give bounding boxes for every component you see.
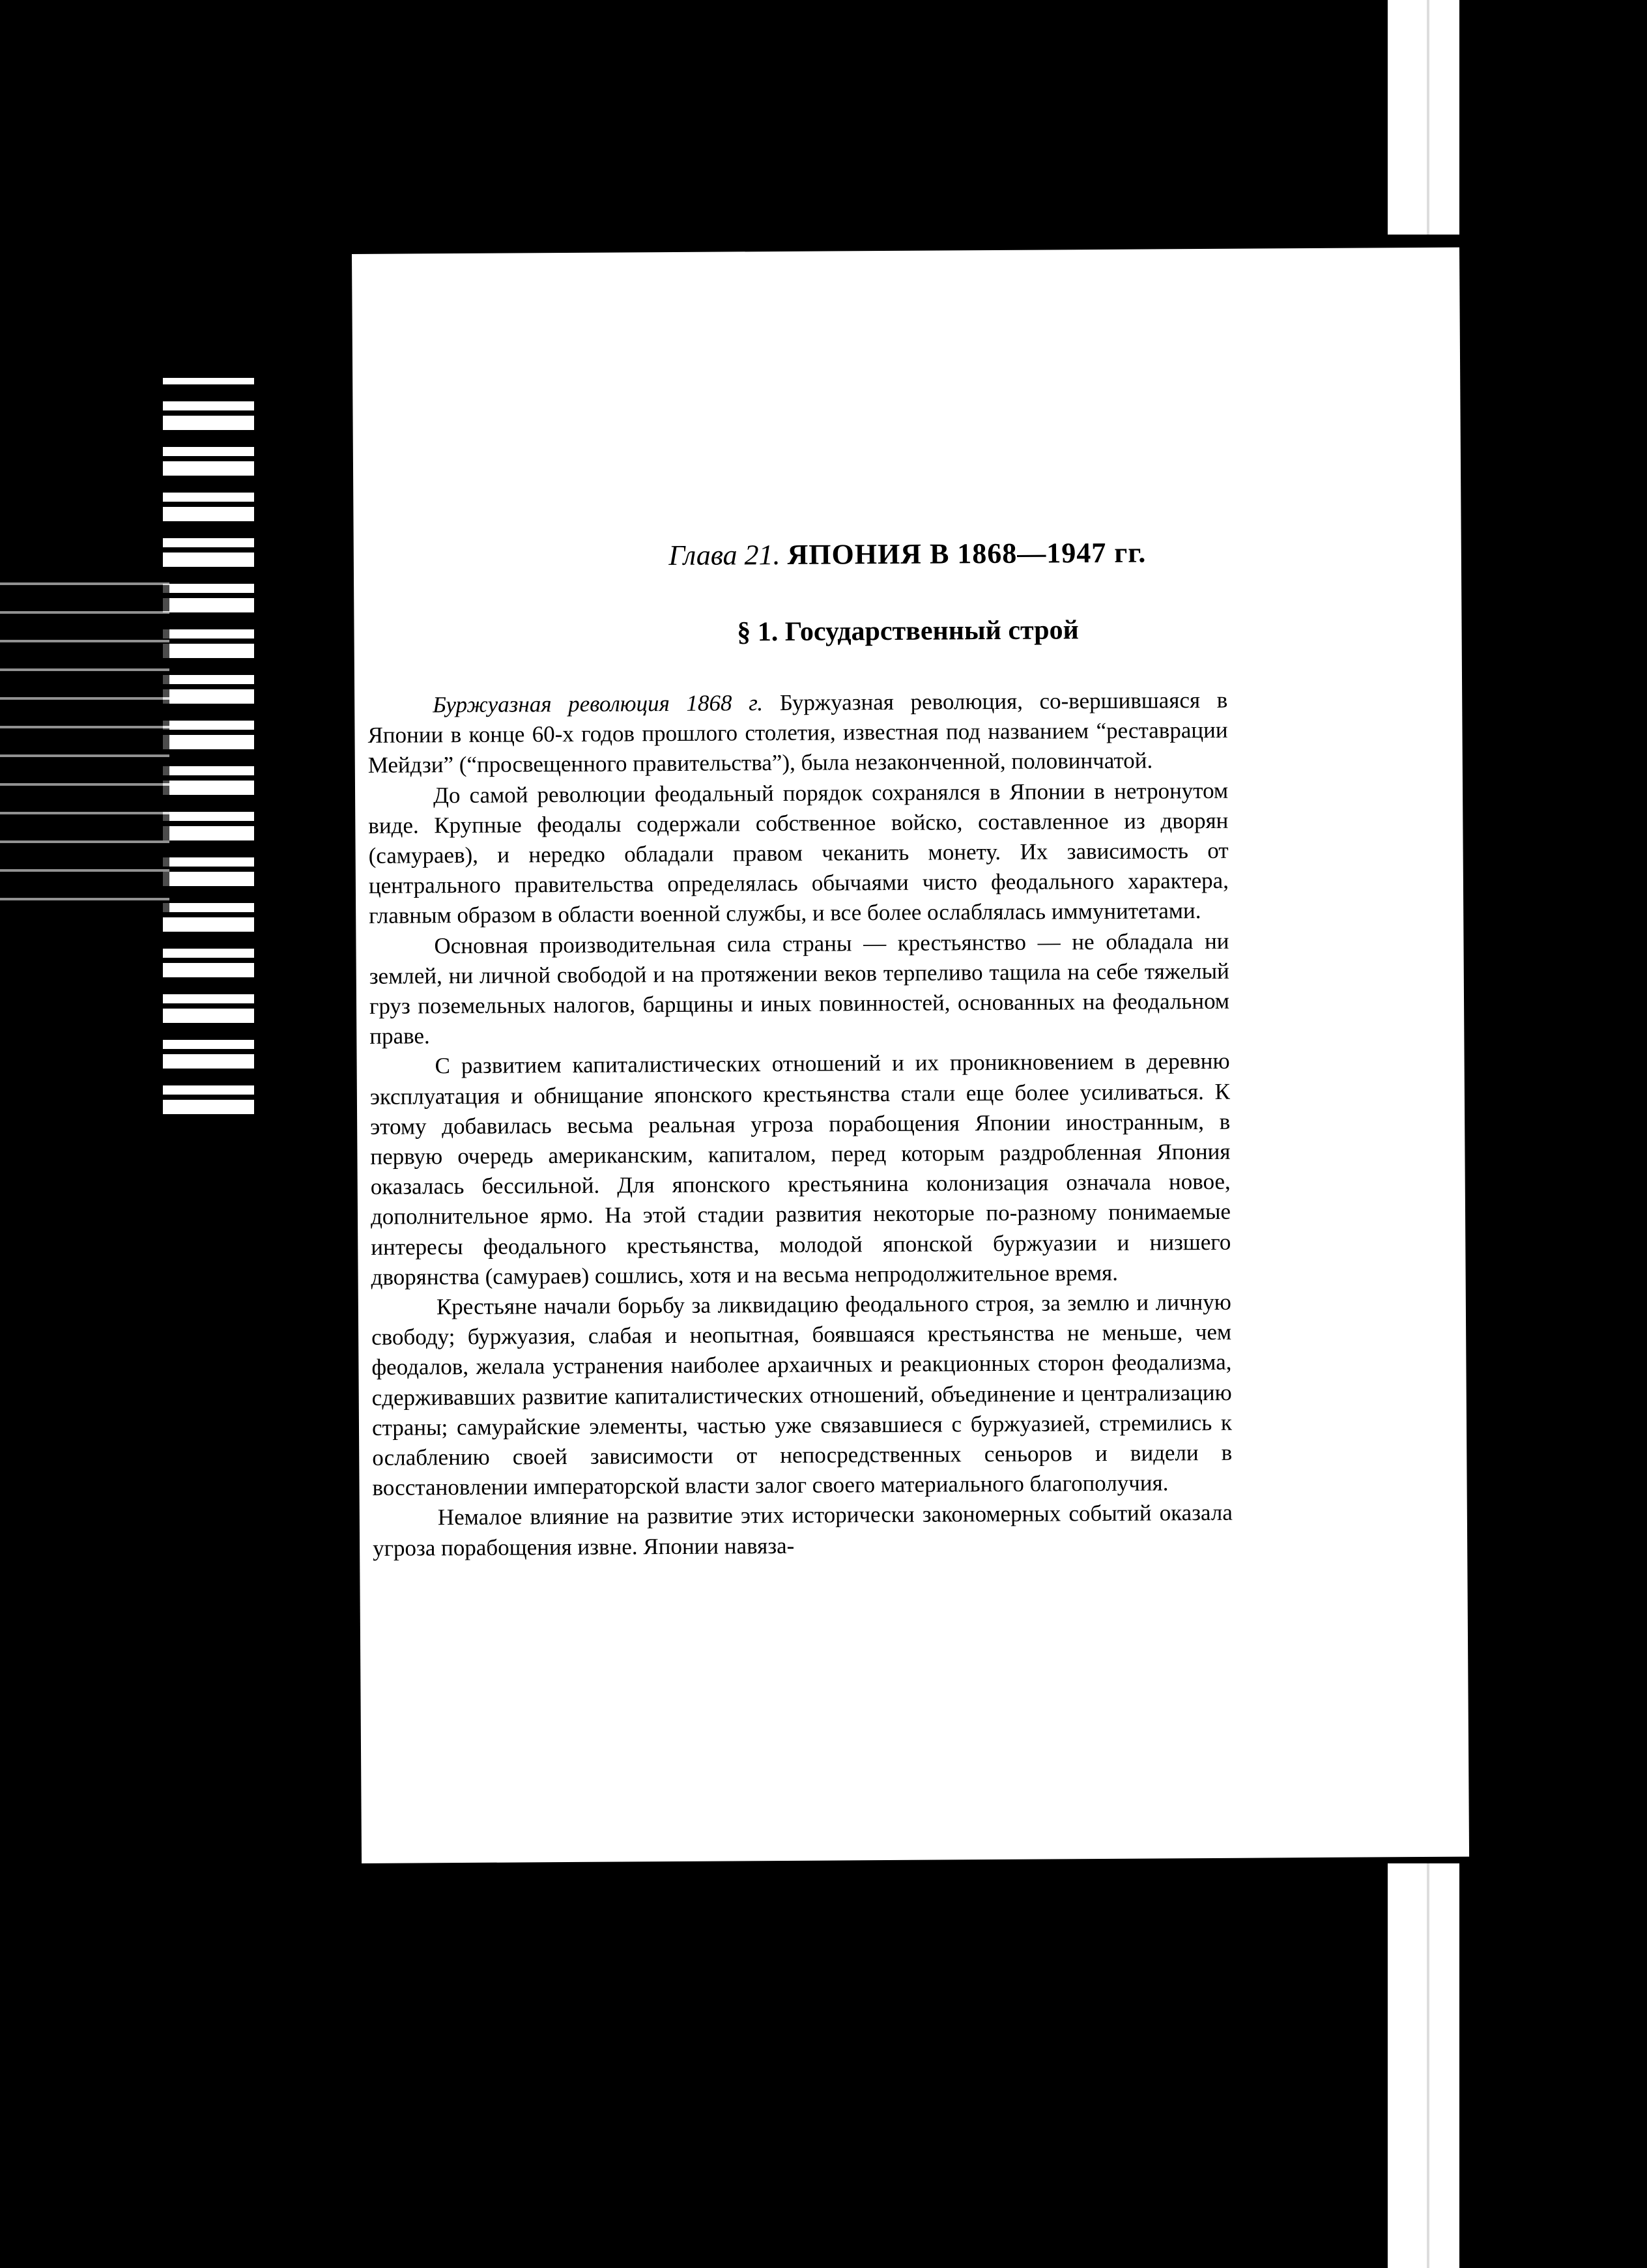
paragraph: Крестьяне начали борьбу за ликвидацию феодального строя, за землю и личную свободу; буржуазия, слабая и неопытная, боявшаяся крестьянства не меньше, чем феодалов, желала устранения наиболее архаичных и реакционных сторон феодализма, сдерживавших развитие капиталистических отношений, объединение и централизацию страны; самурайские элементы, частью уже связавшиеся с буржуазией, стремились к ослаблению своей зависимости от непосредственных сеньоров и видели в восстановлении императорской власти залог своего материального благополучия.: [371, 1289, 1233, 1501]
chapter-label: Глава 21.: [668, 538, 781, 572]
paragraph: До самой революции феодальный порядок сохранялся в Японии в нетронутом виде. Крупные феодалы содержали собственное войско, составленное из дворян (самураев), и нередко обладали правом чеканить монету. Их зависимость от центрального правительства определялась обычаями чисто феодального характера, главным образом в области военной службы, и все более ослаблялась иммунитетами.: [368, 777, 1229, 929]
chapter-heading: [354, 534, 1461, 574]
paragraph-lead: Буржуазная революция 1868 г.: [433, 690, 764, 718]
scan-artifact-right-bottom: [1388, 1863, 1459, 2268]
scan-artifact-right-top: [1388, 0, 1459, 235]
chapter-title: ЯПОНИЯ В 1868—1947 гг.: [787, 536, 1147, 571]
paragraph: Немалое влияние на развитие этих исторически закономерных событий оказала угроза порабощения извне. Японии навяза-: [373, 1500, 1233, 1561]
paragraph: Основная производительная сила страны — крестьянство — не обладала ни землей, ни личной свободой и на протяжении веков терпеливо тащила на себе тяжелый груз поземельных налогов, барщины и иных повинностей, основанных на феодальном праве.: [369, 928, 1230, 1050]
paragraph-text: Буржуазная революция, со-вершившаяся в Японии в конце 60-х годов прошлого столетия, известная под названием “реставрации Мейдзи” (“просвещенного правительства”), была незаконченной, половинчатой.: [367, 687, 1228, 779]
scan-artifact-left-margin: [163, 378, 254, 1114]
scan-artifact-bleed-through-text: [0, 573, 169, 912]
book-page: [352, 248, 1469, 1863]
paragraph: [367, 685, 1228, 781]
paragraph: С развитием капиталистических отношений и их проникновением в деревню эксплуатация и обнищание японского крестьянства стали еще более усиливаться. К этому добавилась весьма реальная угроза порабощения Японии иностранным, в первую очередь американским, капиталом, перед которым раздробленная Япония оказалась бессильной. Для японского крестьянина колонизация означала новое, дополнительное ярмо. На этой стадии развития некоторые по-разному понимаемые интересы феодального крестьянства, молодой японской буржуазии и низшего дворянства (самураев) сошлись, хотя и на весьма непродолжительное время.: [369, 1048, 1231, 1290]
section-heading: § 1. Государственный строй: [737, 615, 1079, 648]
body-text: [367, 685, 1233, 1564]
